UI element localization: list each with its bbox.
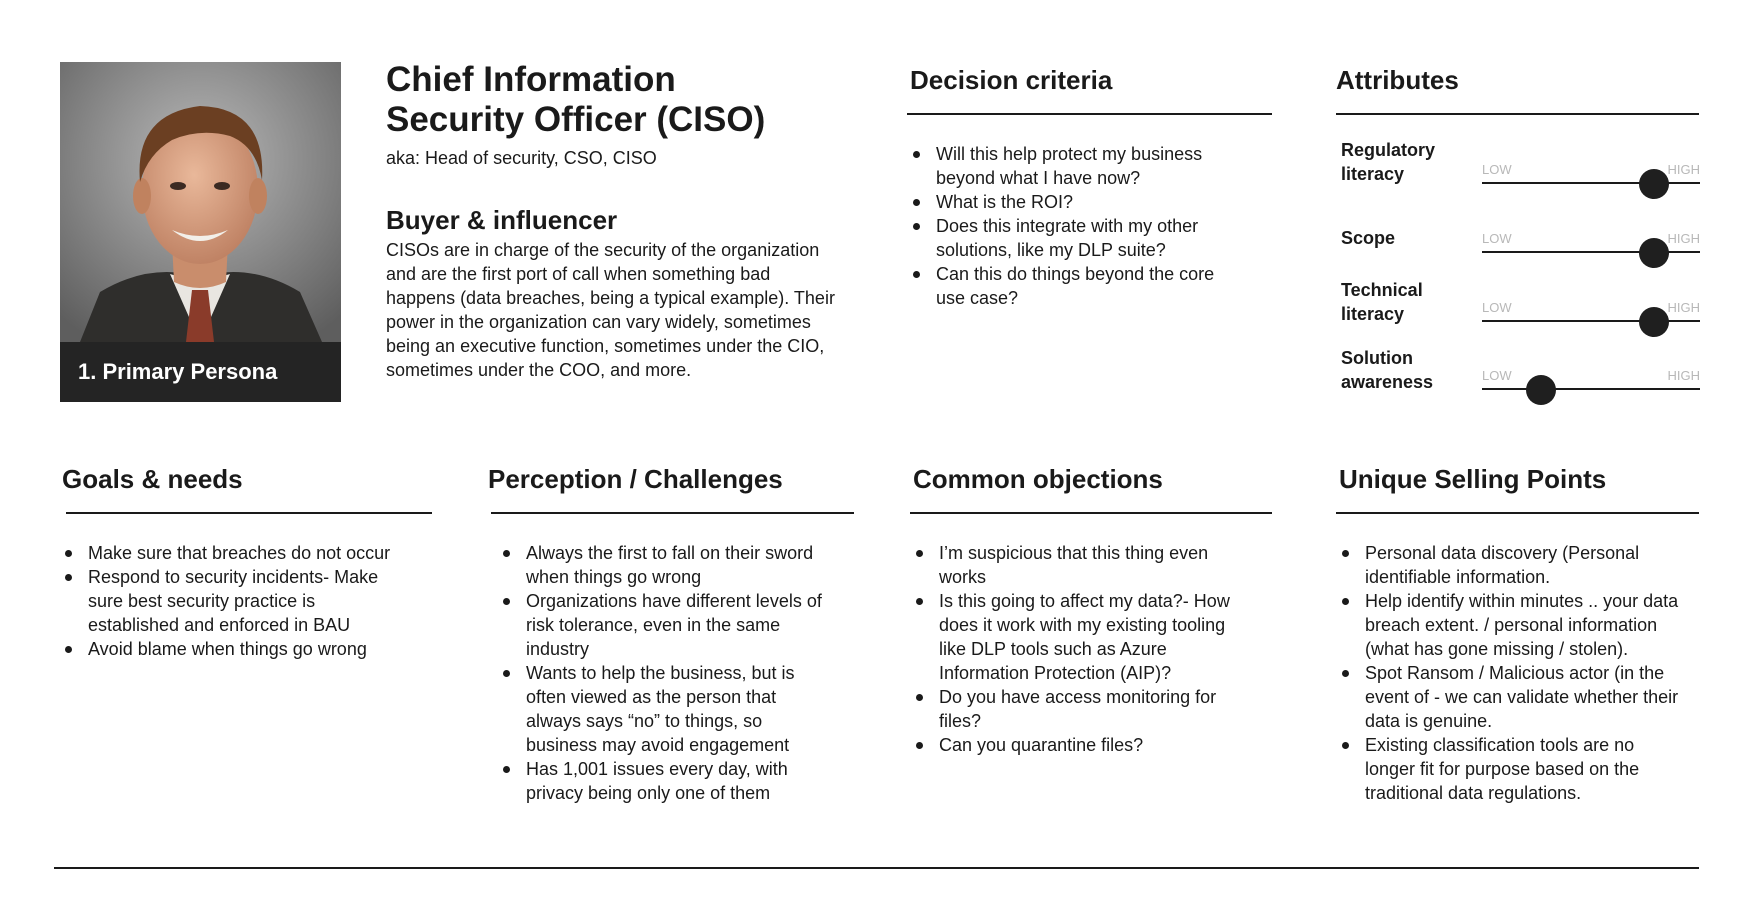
perception-list bbox=[500, 541, 830, 805]
slider-low-label: LOW bbox=[1482, 300, 1512, 315]
attribute-label-solution-awareness: Solution awareness bbox=[1341, 348, 1434, 392]
usp-section bbox=[1339, 464, 1699, 805]
persona-photo bbox=[60, 62, 341, 342]
role-description: CISOs are in charge of the security of the organization and are the first port of call when something bad happens (data breaches, being a typical example). Their power in the organization can vary widely, sometimes being an executive function, sometimes under the CIO, sometimes under the COO, and more. bbox=[386, 240, 835, 380]
attribute-slider-technical-literacy bbox=[1482, 301, 1700, 331]
goals-section bbox=[62, 464, 432, 661]
slider-high-label: HIGH bbox=[1667, 162, 1700, 177]
objections-divider bbox=[910, 512, 1272, 514]
list-item: Organizations have different levels of risk tolerance, even in the same industry bbox=[500, 589, 830, 661]
list-item: Always the first to fall on their sword when things go wrong bbox=[500, 541, 830, 589]
list-item: Has 1,001 issues every day, with privacy being only one of them bbox=[500, 757, 830, 805]
perception-divider bbox=[491, 512, 854, 514]
list-item: Is this going to affect my data?- How does it work with my existing tooling like DLP tools such as Azure Information Protection (AIP)? bbox=[913, 589, 1253, 685]
list-item: Personal data discovery (Personal identifiable information. bbox=[1339, 541, 1689, 589]
attribute-slider-solution-awareness bbox=[1482, 369, 1700, 399]
persona-aka: aka: Head of security, CSO, CISO bbox=[386, 148, 657, 168]
usp-divider bbox=[1336, 512, 1699, 514]
list-item: What is the ROI? bbox=[910, 190, 1230, 214]
slider-high-label: HIGH bbox=[1667, 368, 1700, 383]
objections-section bbox=[913, 464, 1272, 757]
attribute-label-scope: Scope bbox=[1341, 228, 1396, 248]
list-item: Will this help protect my business beyond what I have now? bbox=[910, 142, 1230, 190]
list-item: Existing classification tools are no longer fit for purpose based on the traditional data regulations. bbox=[1339, 733, 1689, 805]
slider-knob bbox=[1639, 238, 1669, 268]
objections-heading: Common objections bbox=[913, 464, 1163, 494]
slider-knob bbox=[1526, 375, 1556, 405]
list-item: I’m suspicious that this thing even works bbox=[913, 541, 1253, 589]
list-item: Help identify within minutes .. your data breach extent. / personal information (what has gone missing / stolen). bbox=[1339, 589, 1689, 661]
attribute-slider-scope bbox=[1482, 232, 1700, 262]
list-item: Do you have access monitoring for files? bbox=[913, 685, 1253, 733]
persona-title-line-2: Security Officer (CISO) bbox=[386, 100, 766, 139]
list-item: Does this integrate with my other solutions, like my DLP suite? bbox=[910, 214, 1230, 262]
slider-knob bbox=[1639, 307, 1669, 337]
goals-heading: Goals & needs bbox=[62, 464, 243, 494]
slider-low-label: LOW bbox=[1482, 231, 1512, 246]
goals-list bbox=[62, 541, 392, 661]
decision-criteria-heading: Decision criteria bbox=[910, 65, 1113, 95]
attribute-slider-regulatory-literacy bbox=[1482, 163, 1700, 193]
slider-low-label: LOW bbox=[1482, 162, 1512, 177]
list-item: Avoid blame when things go wrong bbox=[62, 637, 392, 661]
list-item: Spot Ransom / Malicious actor (in the event of - we can validate whether their data is genuine. bbox=[1339, 661, 1689, 733]
slider-high-label: HIGH bbox=[1667, 300, 1700, 315]
persona-label: 1. Primary Persona bbox=[60, 342, 341, 402]
attributes-heading: Attributes bbox=[1336, 65, 1459, 95]
attribute-label-technical-literacy: Technical literacy bbox=[1341, 280, 1423, 324]
decision-criteria-list bbox=[910, 142, 1230, 310]
attributes-divider bbox=[1336, 113, 1699, 115]
list-item: Wants to help the business, but is often viewed as the person that always says “no” to things, so business may avoid engagement bbox=[500, 661, 830, 757]
perception-heading: Perception / Challenges bbox=[488, 464, 783, 494]
list-item: Make sure that breaches do not occur bbox=[62, 541, 392, 565]
perception-section bbox=[488, 464, 854, 805]
slider-low-label: LOW bbox=[1482, 368, 1512, 383]
objections-list bbox=[913, 541, 1253, 757]
page-bottom-divider bbox=[54, 867, 1699, 869]
slider-track bbox=[1482, 388, 1700, 390]
list-item: Can this do things beyond the core use case? bbox=[910, 262, 1230, 310]
decision-criteria-section bbox=[910, 65, 1272, 310]
usp-heading: Unique Selling Points bbox=[1339, 464, 1607, 494]
persona-title bbox=[386, 60, 765, 140]
persona-photo-card bbox=[60, 62, 341, 402]
list-item: Respond to security incidents- Make sure best security practice is established and enforced in BAU bbox=[62, 565, 392, 637]
persona-title-line-1: Chief Information bbox=[386, 60, 676, 99]
slider-knob bbox=[1639, 169, 1669, 199]
attribute-label-regulatory-literacy: Regulatory literacy bbox=[1341, 140, 1436, 184]
slider-high-label: HIGH bbox=[1667, 231, 1700, 246]
usp-list bbox=[1339, 541, 1689, 805]
decision-criteria-divider bbox=[907, 113, 1272, 115]
role-heading: Buyer & influencer bbox=[386, 205, 618, 235]
attributes-section bbox=[1336, 65, 1699, 115]
goals-divider bbox=[66, 512, 432, 514]
list-item: Can you quarantine files? bbox=[913, 733, 1253, 757]
